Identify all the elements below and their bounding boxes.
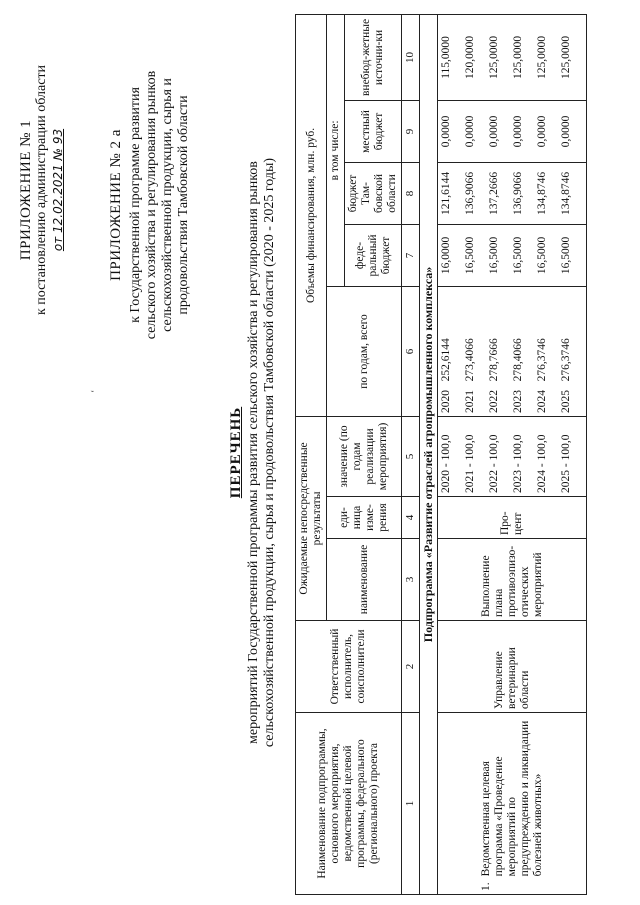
local-value: 0,0000 xyxy=(560,115,572,148)
regional-value: 134,8746 xyxy=(536,171,548,216)
value-item: 2021 - 100,0 xyxy=(464,434,476,493)
offbudget-value: 125,0000 xyxy=(512,35,524,80)
local-value: 0,0000 xyxy=(464,115,476,148)
year: 2020 xyxy=(440,389,452,413)
offbudget-value: 125,0000 xyxy=(488,35,500,80)
total: 278,7666 xyxy=(488,338,500,382)
year-total-line xyxy=(464,290,488,413)
regional-value: 137,2666 xyxy=(488,171,500,216)
header-result-name: наименование xyxy=(327,539,402,621)
year-total-line xyxy=(512,290,536,413)
regional-value: 121,6144 xyxy=(440,171,452,216)
year: 2022 xyxy=(488,389,500,413)
header-federal: феде-ральный бюджет xyxy=(345,224,402,286)
subprogram-title: Подпрограмма «Развитие отраслей агропромышленного комплекса» xyxy=(420,14,438,894)
row-year-totals xyxy=(438,286,587,416)
offbudget-value: 125,0000 xyxy=(536,35,548,80)
local-value: 0,0000 xyxy=(488,115,500,148)
offbudget-value: 125,0000 xyxy=(560,35,572,80)
value-item: 2025 - 100,0 xyxy=(560,434,572,493)
year: 2025 xyxy=(560,389,572,413)
row-regional xyxy=(438,162,587,224)
federal-value: 16,5000 xyxy=(512,236,524,275)
table-row xyxy=(438,14,587,894)
column-number: 5 xyxy=(402,416,420,496)
year-total-line xyxy=(536,290,560,413)
total: 276,3746 xyxy=(560,338,572,382)
header-offbudget: внебюд-жетные источни-ки xyxy=(345,14,402,100)
header-value: значение (по годам реализации мероприятия) xyxy=(327,416,402,496)
column-number: 2 xyxy=(402,621,420,713)
federal-value: 16,5000 xyxy=(560,236,572,275)
document-title xyxy=(228,20,278,885)
year: 2023 xyxy=(512,389,524,413)
value-item: 2022 - 100,0 xyxy=(488,434,500,493)
appendix-1-signature: от 12.02.2021 № 93 xyxy=(51,128,65,252)
appendix-1-block xyxy=(18,25,66,355)
regional-value: 136,9066 xyxy=(464,171,476,216)
appendix-1-line: к постановлению администрации области xyxy=(34,64,49,316)
document-title-line: мероприятий Государственной программы развития сельского хозяйства и регулирования рынков xyxy=(246,161,261,744)
year-total-line xyxy=(560,290,584,413)
appendix-2-title: ПРИЛОЖЕНИЕ № 2 а xyxy=(108,129,124,281)
header-funding: Объемы финансирования, млн. руб. xyxy=(296,14,327,416)
row-result: Выполнение плана противоэпизо-отических мероприятий xyxy=(438,539,587,621)
header-expected-results: Ожидаемые непосредственные результаты xyxy=(296,416,327,620)
appendix-2-line: к Государственной программе развития xyxy=(128,87,143,323)
federal-value: 16,0000 xyxy=(440,236,452,275)
row-number: 1. xyxy=(479,882,492,891)
total: 252,6144 xyxy=(440,338,452,382)
total: 273,4066 xyxy=(464,338,476,382)
column-number: 8 xyxy=(402,162,420,224)
appendix-2-block xyxy=(108,25,192,385)
appendix-2-line: сельскохозяйственной продукции, сырья и xyxy=(160,78,175,332)
offbudget-value: 120,0000 xyxy=(464,35,476,80)
year: 2024 xyxy=(536,389,548,413)
column-number: 6 xyxy=(402,286,420,416)
row-values xyxy=(438,416,587,496)
year-total-line xyxy=(440,290,464,413)
row-executor: Управление ветеринарии области xyxy=(438,621,587,713)
year: 2021 xyxy=(464,389,476,413)
local-value: 0,0000 xyxy=(512,115,524,148)
value-item: 2024 - 100,0 xyxy=(536,434,548,493)
header-unit: еди-ница изме-рения xyxy=(327,497,402,539)
activities-table xyxy=(295,14,587,895)
document-heading: ПЕРЕЧЕНЬ xyxy=(228,406,244,499)
offbudget-value: 115,0000 xyxy=(440,36,452,79)
row-offbudget xyxy=(438,14,587,100)
header-local: местный бюджет xyxy=(345,100,402,162)
row-name: Ведомственная целевая программа «Проведение мероприятий по предупреждению и ликвидации болезней животных» xyxy=(479,720,544,877)
year-total-line xyxy=(488,290,512,413)
row-unit: Про-цент xyxy=(438,497,587,539)
regional-value: 136,9066 xyxy=(512,171,524,216)
column-number: 1 xyxy=(402,713,420,895)
federal-value: 16,5000 xyxy=(488,236,500,275)
column-number: 3 xyxy=(402,539,420,621)
row-federal xyxy=(438,224,587,286)
header-regional: бюджет Там-бовской области xyxy=(345,162,402,224)
appendix-1-title: ПРИЛОЖЕНИЕ № 1 xyxy=(18,119,34,261)
appendix-2-line: продовольствия Тамбовской области xyxy=(176,95,191,315)
header-by-year: по годам, всего xyxy=(327,286,402,416)
header-including: в том числе: xyxy=(327,14,345,286)
appendix-2-line: сельского хозяйства и регулирования рынков xyxy=(144,70,159,340)
row-local xyxy=(438,100,587,162)
federal-value: 16,5000 xyxy=(536,236,548,275)
total: 276,3746 xyxy=(536,338,548,382)
column-number: 7 xyxy=(402,224,420,286)
stray-mark: ‘ xyxy=(90,389,101,393)
local-value: 0,0000 xyxy=(440,115,452,148)
local-value: 0,0000 xyxy=(536,115,548,148)
value-item: 2020 - 100,0 xyxy=(440,434,452,493)
value-item: 2023 - 100,0 xyxy=(512,434,524,493)
document-title-line: сельскохозяйственной продукции, сырья и продовольствия Тамбовской области (2020 - 2025 годы) xyxy=(262,157,277,748)
row-name-cell xyxy=(438,713,587,895)
header-executor: Ответственный исполнитель, соисполнители xyxy=(296,621,402,713)
column-number: 10 xyxy=(402,14,420,100)
column-number: 4 xyxy=(402,497,420,539)
column-number: 9 xyxy=(402,100,420,162)
header-name: Наименование подпрограммы, основного мероприятия, ведомственной целевой программы, федерального (регионального) проекта xyxy=(296,713,402,895)
total: 278,4066 xyxy=(512,338,524,382)
federal-value: 16,5000 xyxy=(464,236,476,275)
regional-value: 134,8746 xyxy=(560,171,572,216)
